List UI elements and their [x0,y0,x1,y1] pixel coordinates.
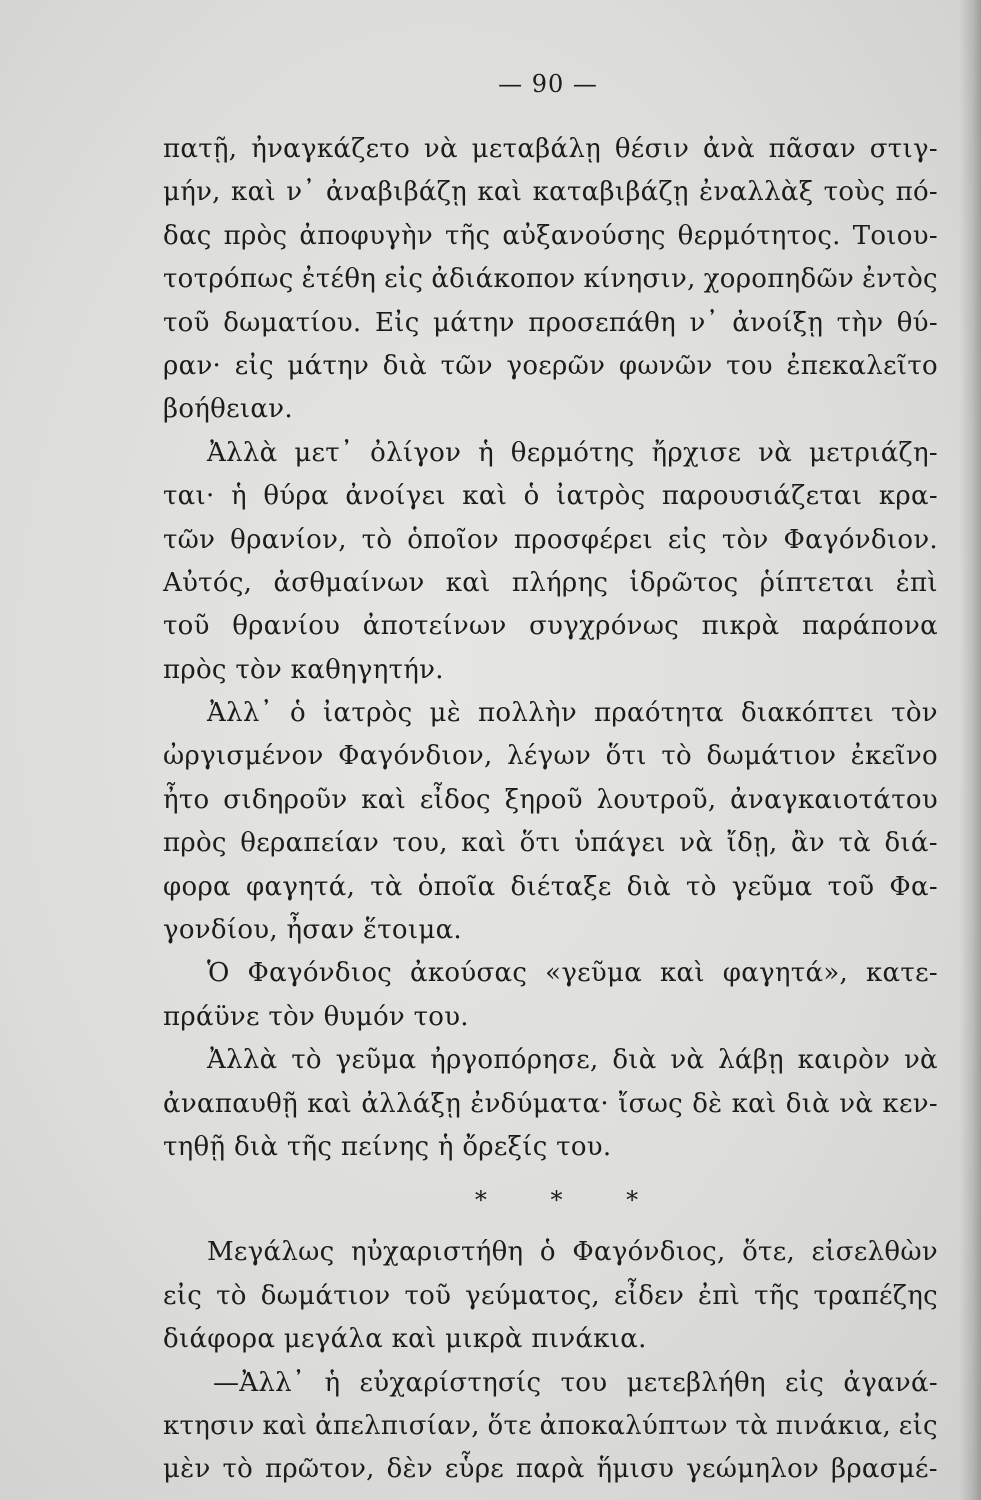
text-line: —Ἀλλ᾽ ἡ εὐχαρίστησίς του μετεβλήθη εἰς ἀγανά- [213,1367,938,1398]
text-line: ραν· εἰς μάτην διὰ τῶν γοερῶν φωνῶν του ἐπεκαλεῖτο [163,350,938,381]
text-line: Ἀλλὰ μετ᾽ ὀλίγον ἡ θερμότης ἤρχισε νὰ μετριάζη- [207,437,938,468]
text-line: γονδίου, ἦσαν ἕτοιμα. [163,915,462,946]
text-line: τοῦ δωματίου. Εἰς μάτην προσεπάθη ν᾽ ἀνοίξῃ τὴν θύ- [163,307,938,338]
text-line: μὲν τὸ πρῶτον, δὲν εὗρε παρὰ ἥμισυ γεώμηλον βρασμέ- [163,1454,938,1485]
text-line: τοτρόπως ἐτέθη εἰς ἀδιάκοπον κίνησιν, χοροπηδῶν ἐντὸς [163,264,938,295]
text-line: βοήθειαν. [163,394,293,425]
text-line: Μεγάλως ηὐχαριστήθη ὁ Φαγόνδιος, ὅτε, εἰσελθὼν [207,1237,938,1268]
text-line: δας πρὸς ἀποφυγὴν τῆς αὐξανούσης θερμότητος. Τοιου- [163,220,938,251]
text-line: Ἀλλὰ τὸ γεῦμα ἠργοπόρησε, διὰ νὰ λάβῃ καιρὸν νὰ [207,1045,938,1076]
text-line: φορα φαγητά, τὰ ὁποῖα διέταξε διὰ τὸ γεῦμα τοῦ Φα- [163,871,938,902]
body-text [163,128,938,1492]
page-number: — 90 — [498,70,598,98]
text-line: πατῇ, ἠναγκάζετο νὰ μεταβάλῃ θέσιν ἀνὰ πᾶσαν στιγ- [163,134,938,164]
section-separator: * * * [474,1186,667,1215]
text-line: Ἀλλ᾽ ὁ ἰατρὸς μὲ πολλὴν πραότητα διακόπτει τὸν [207,698,938,729]
text-line: ται· ἡ θύρα ἀνοίγει καὶ ὁ ἰατρὸς παρουσιάζεται κρα- [163,481,938,512]
text-line: πράϋνε τὸν θυμόν του. [163,1001,469,1032]
text-line: τοῦ θρανίου ἀποτείνων συγχρόνως πικρὰ παράπονα [163,611,938,642]
text-line: εἰς τὸ δωμάτιον τοῦ γεύματος, εἶδεν ἐπὶ τῆς τραπέζης [163,1280,938,1311]
text-line: μήν, καὶ ν᾽ ἀναβιβάζῃ καὶ καταβιβάζῃ ἐναλλὰξ τοὺς πό- [163,177,938,208]
text-line: τῶν θρανίον, τὸ ὁποῖον προσφέρει εἰς τὸν Φαγόνδιον. [163,524,938,555]
text-line: ἦτο σιδηροῦν καὶ εἶδος ξηροῦ λουτροῦ, ἀναγκαιοτάτου [163,784,938,815]
text-line: τηθῇ διὰ τῆς πείνης ἡ ὄρεξίς του. [163,1131,612,1162]
text-line: ὠργισμένον Φαγόνδιον, λέγων ὅτι τὸ δωμάτιον ἐκεῖνο [163,741,938,772]
page-edge-shadow [959,0,981,1500]
text-line: πρὸς τὸν καθηγητήν. [163,654,444,685]
text-line: κτησιν καὶ ἀπελπισίαν, ὅτε ἀποκαλύπτων τὰ πινάκια, εἰς [163,1410,938,1441]
text-line: Ὁ Φαγόνδιος ἀκούσας «γεῦμα καὶ φαγητά», κατε- [207,958,938,989]
text-line: πρὸς θεραπείαν του, καὶ ὅτι ὑπάγει νὰ ἴδῃ, ἂν τὰ διά- [163,828,938,859]
text-line: Αὐτός, ἀσθμαίνων καὶ πλήρης ἱδρῶτος ῥίπτεται ἐπὶ [163,567,938,598]
text-line: ἀναπαυθῇ καὶ ἀλλάξῃ ἐνδύματα· ἴσως δὲ καὶ διὰ νὰ κεν- [163,1088,938,1119]
text-line: διάφορα μεγάλα καὶ μικρὰ πινάκια. [163,1324,647,1355]
